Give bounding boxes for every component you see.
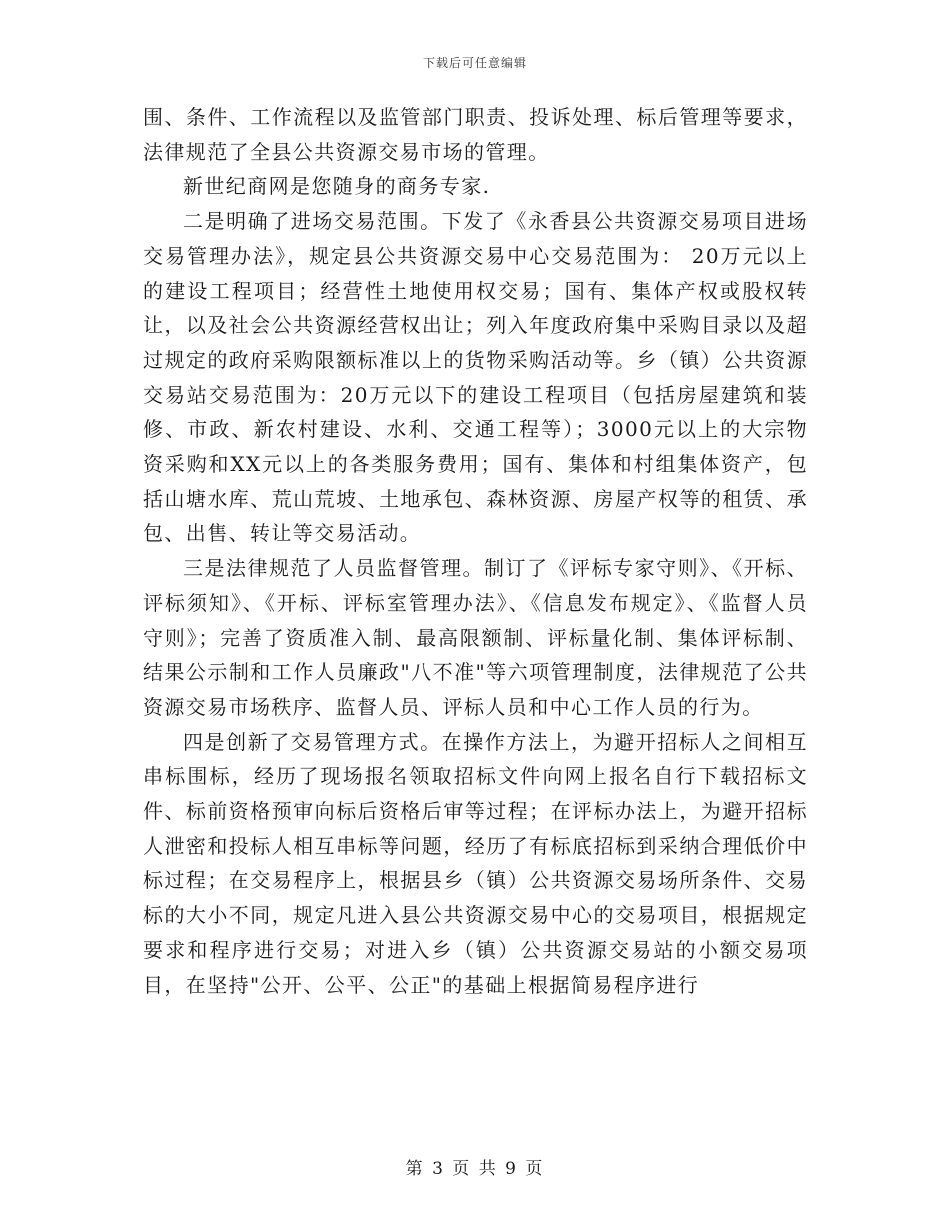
paragraph-4: 三是法律规范了人员监督管理。制订了《评标专家守则》、《开标、评标须知》、《开标、评标室管理办法》、《信息发布规定》、《监督人员守则》；完善了资质准入制、最高限额制、评标量化制、集体评标制、结果公示制和工作人员廉政"八不准"等六项管理制度，法律规范了公共资源交易市场秩序、监督人员、评标人员和中心工作人员的行为。	[143, 556, 808, 719]
paragraph-1: 围、条件、工作流程以及监管部门职责、投诉处理、标后管理等要求，法律规范了全县公共资源交易市场的管理。	[143, 105, 808, 164]
document-body	[143, 100, 808, 1002]
paragraph-2: 新世纪商网是您随身的商务专家.	[183, 174, 491, 199]
page-header: 下载后可任意编辑	[422, 56, 527, 70]
paragraph-3: 二是明确了进场交易范围。下发了《永香县公共资源交易项目进场交易管理办法》，规定县公共资源交易中心交易范围为： 20万元以上的建设工程项目；经营性土地使用权交易；国有、集体产权或股权转让，以及社会公共资源经营权出让；列入年度政府集中采购目录以及超过规定的政府采购限额标准以上的货物采购活动等。乡（镇）公共资源交易站交易范围为：20万元以下的建设工程项目（包括房屋建筑和装修、市政、新农村建设、水利、交通工程等）；3000元以上的大宗物资采购和XX元以上的各类服务费用；国有、集体和村组集体资产，包括山塘水库、荒山荒坡、土地承包、森林资源、房屋产权等的租赁、承包、出售、转让等交易活动。	[143, 209, 808, 546]
paragraph-5: 四是创新了交易管理方式。在操作方法上，为避开招标人之间相互串标围标，经历了现场报名领取招标文件向网上报名自行下载招标文件、标前资格预审向标后资格后审等过程；在评标办法上，为避开招标人泄密和投标人相互串标等问题，经历了有标底招标到采纳合理低价中标过程；在交易程序上，根据县乡（镇）公共资源交易场所条件、交易标的大小不同，规定凡进入县公共资源交易中心的交易项目，根据规定要求和程序进行交易；对进入乡（镇）公共资源交易站的小额交易项目，在坚持"公开、公平、公正"的基础上根据简易程序进行	[143, 729, 808, 997]
page-number-footer: 第 3 页 共 9 页	[405, 1159, 545, 1179]
